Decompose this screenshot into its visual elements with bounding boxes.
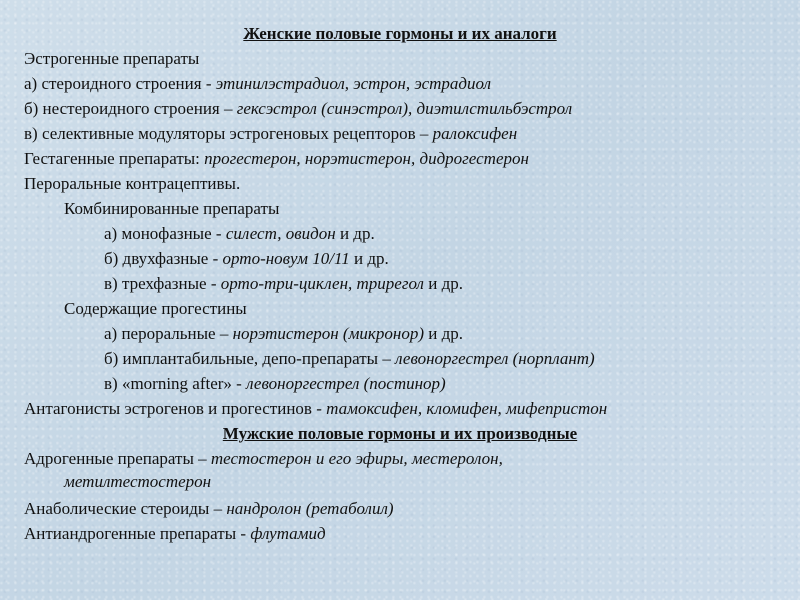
monophasic-line: а) монофазные - силест, овидон и др.: [104, 224, 375, 243]
progestin-oral-line: а) пероральные – норэтистерон (микронор) и др.: [104, 324, 463, 343]
progestin-title: Содержащие прогестины: [64, 299, 247, 318]
estrogen-nonsteroid-line: б) нестероидного строения – гексэстрол (синэстрол), диэтилстильбэстрол: [24, 99, 573, 118]
morning-after-line: в) «morning after» - левоноргестрел (постинор): [104, 374, 446, 393]
anabolic-line: Анаболические стероиды – нандролон (ретаболил): [24, 499, 394, 518]
gestagen-line: Гестагенные препараты: прогестерон, норэтистерон, дидрогестерон: [24, 149, 529, 168]
androgens-line-continued: метилтестостерон: [64, 472, 212, 491]
oral-contraceptives-title: Пероральные контрацептивы.: [24, 174, 241, 193]
combined-title: Комбинированные препараты: [64, 199, 280, 218]
antiandrogens-line: Антиандрогенные препараты - флутамид: [24, 524, 326, 543]
biphasic-line: б) двухфазные - орто-новум 10/11 и др.: [104, 249, 389, 268]
male-hormones-heading: Мужские половые гормоны и их производные: [222, 424, 578, 443]
female-hormones-heading: Женские половые гормоны и их аналоги: [243, 24, 557, 43]
antagonists-line: Антагонисты эстрогенов и прогестинов - тамоксифен, кломифен, мифепристон: [24, 399, 608, 418]
estrogen-steroid-line: а) стероидного строения - этинилэстрадиол, эстрон, эстрадиол: [24, 74, 492, 93]
triphasic-line: в) трехфазные - орто-три-циклен, трирегол и др.: [104, 274, 463, 293]
progestin-implant-line: б) имплантабильные, депо-препараты – левоноргестрел (норплант): [104, 349, 595, 368]
estrogen-modulators-line: в) селективные модуляторы эстрогеновых рецепторов – ралоксифен: [24, 124, 518, 143]
androgens-line: Адрогенные препараты – тестостерон и его эфиры, местеролон,: [24, 449, 503, 468]
estrogen-title: Эстрогенные препараты: [24, 49, 200, 68]
